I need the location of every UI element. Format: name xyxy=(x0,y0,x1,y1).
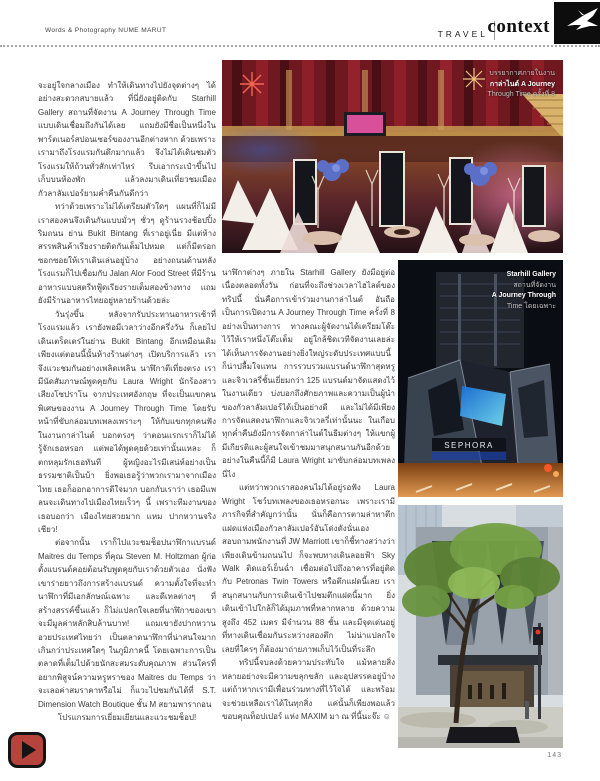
section-label: TRAVEL xyxy=(437,29,488,39)
starhill-photo-caption xyxy=(492,270,556,312)
caption-line: บรรยากาศภายในงาน xyxy=(489,70,555,77)
caption-line: Time โดยเฉพาะ xyxy=(506,302,556,310)
caption-line: สถานที่จัดงาน xyxy=(513,281,556,289)
starhill-day-photo xyxy=(398,505,563,748)
caption-line: กาล่าไนต์ A Journey xyxy=(489,80,555,88)
caption-line: A Journey Through xyxy=(491,292,556,299)
page-number: 143 xyxy=(547,752,562,759)
caption-line: Starhill Gallery xyxy=(506,271,556,278)
closing-line: โปรแกรมการเยี่ยมเยียนและแวะชมช็อป! xyxy=(57,713,197,723)
caption-line: Through Time ครั้งที่ 8 xyxy=(487,91,555,98)
gala-photo-caption xyxy=(488,69,555,101)
magazine-brand: context xyxy=(487,16,550,37)
starhill-night-photo xyxy=(398,260,563,497)
article-left-column xyxy=(38,79,216,725)
brand-logo-box xyxy=(554,2,600,44)
article-middle-column xyxy=(222,266,395,723)
paragraph: นาฬิกาต่างๆ ภายใน Starhill Gallery ยังมีอยู่ต่อเนื่องตลอดทั้งวัน ก่อนที่จะถึงช่วงเวลาไฮไลต์ของทริปนี้ นั่นคือการเข้าร่วมงานกาล่าไนต์ อันถือเป็นการเปิดงาน A Journey Through Time ครั้งที่ 8 อย่างเป็นทางการ ทางคณะผู้จัดงานได้เตรียมโต๊ะไว้ให้เราหนึ่งโต๊ะเต็ม อยู่ใกล้ชิดเวทีจัดงานเลยล่ะ ได้เห็นการจัดงานอย่างยิ่งใหญ่ระดับประเทศแบบนี้ ก็น่าปลื้มใจแทน การรวบรวมแบรนด์นาฬิกาสุดหรูและจิวเวลรี่ชั้นเยี่ยมกว่า 125 แบรนด์มาจัดแสดงไว้ในงานเดียว บ่งบอกถึงศักยภาพและความเป็นผู้นำของกัวลาลัมเปอร์ได้เป็นอย่างดี และไม่ได้มีเพียงการจัดแสดงนาฬิกาและจิวเวลรี่เท่านั้นนะ ในเกือบทุกค่ำคืนยังมีการจัดกาล่าไนต์ในธีมต่างๆ ให้แขกผู้มีเกียรติและผู้สนใจเข้าชมมาสนุกสนานกันอีกด้วย อย่างในคืนนี้ก็มี Laura Wright มาขับกล่อมบทเพลงนี่ไง xyxy=(222,268,395,479)
play-arrow-icon xyxy=(8,732,46,768)
paragraph: ทริปนี้จบลงด้วยความประทับใจ แม้หลายสิ่งหลายอย่างจะมีความขลุกขลัก และอุปสรรคอยู่บ้าง แต่ถ้าหากเรามีเพื่อนร่วมทางที่ไว้ใจได้ และพร้อมจะช่วยเหลือเราได้ในทุกสิ่ง แค่นั้นก็เพียงพอแล้ว ขอบคุณท็อปเปอร์ แห่ง MAXIM มา ณ ที่นี้นะจ๊ะ ☺ xyxy=(222,658,395,721)
paragraph: วันรุ่งขึ้น หลังจากรับประทานอาหารเช้าที่โรงแรมแล้ว เรายังพอมีเวลาว่างอีกครึ่งวัน ก็เลยไปเดินเตร็ดเตร่ในย่าน Bukit Bintang อีกเหมือนเดิม เพียงแต่ตอนนี้นั้นห้างร้านต่างๆ เปิดบริการแล้ว เราจึงแวะชมกันอย่างเพลิดเพลิน นาฬิกาตีเที่ยงตรง เรามีนัดสัมภาษณ์พูดคุยกับ Laura Wright นักร้องสาวเสียงโซปราโน จากประเทศอังกฤษ ที่จะเป็นแขกคนพิเศษของงาน A Journey Through Time โดยรับหน้าที่ขับกล่อมบทเพลงเพราะๆ ให้กับแขกทุกคนฟังในงานกาล่าไนต์ บอกตรงๆ ว่าตอนแรกเราก็ไม่ได้รู้จักเธอหรอก แต่พอได้พูดคุยด้วยเท่านั้นแหละ ก็ตกหลุมรักเธอทันที ผู้หญิงอะไรมีเสน่ห์อย่างเป็นธรรมชาติเป็นบ้า ยิ่งพอเธอรู้ว่าพวกเรามาจากเมืองไทย เธอก็ออกอาการดีใจมาก บอกกับเราว่า เธอมีแพลนจะเดินทางไปเมืองไทยเร็วๆ นี้ เพราะทีมงานของเธอบอกว่า เมืองไทยสวยมาก แหม ปากหวานจริงเชียว! xyxy=(38,309,216,534)
paragraph: ทว่าด้วยเพราะไม่ได้เตรียมตัวใดๆ แผนที่ก็ไม่มี เราสองคนจึงเดินกันแบบมั่วๆ ซั่วๆ ดูร้านรวงช้อปปิ้งริมถนน ย่าน Bukit Bintang ที่เราอยู่เนี่ย มีแต่ห้างสรรพสินค้าเรียงรายติดกันเต็มไปหมด แต่ก็มีตรอกซอกซอยให้เราเดินเล่นอยู่บ้าง อย่างถนนด้านหลังโรงแรมก็ไปเชื่อมกับ Jalan Alor Food Street ที่มีร้านอาหารแบบสตรีทฟู้ดเรียงรายเต็มสองข้างทาง แถมยังมีร้านอาหารไทยอยู่หลายร้านด้วยล่ะ xyxy=(38,202,216,306)
byline-credit: Words & Photography NUME MARUT xyxy=(45,27,167,34)
sephora-sign: SEPHORA xyxy=(444,441,494,450)
paragraph: แต่ทว่าพวกเราสองคนไม่ได้อยู่รอฟัง Laura Wright โชว์บทเพลงของเธอหรอกนะ เพราะเรามีภารกิจที่สำคัญกว่านั้น นั่นก็คือการตามล่าหาตึกแฝดแห่งเมืองกัวลาลัมเปอร์อันโด่งดังนั่นเอง สอบถามพนักงานที่ JW Marriott เขาก็ชี้ทางสว่างว่าเพียงเดินข้ามถนนไป ก็จะพบทางเดินลอยฟ้า Sky Walk ติดแอร์เย็นฉ่ำ เชื่อมต่อไปถึงอาคารที่อยู่ติดกับ Petronas Twin Towers หรือตึกแฝดนี้เลย เราสนุกสนานกับการเดินเข้าไปชมตึกแฝดนี้มาก ยิ่งเดินเข้าไปใกล้ก็ได้มุมภาพที่หลากหลาย ด้วยความสูงถึง 452 เมตร มีจำนวน 88 ชั้น และมีจุดเด่นอยู่ที่ทางเดินเชื่อมกันระหว่างสองตึก ไม่น่าแปลกใจเลยที่ใครๆ ก็ต้องมาถ่ายภาพเก็บไว้เป็นที่ระลึก xyxy=(222,483,395,654)
gala-dinner-photo xyxy=(222,60,563,253)
paragraph: ต่อจากนั้น เราก็ไปแวะชมช็อปนาฬิกาแบรนด์ Maitres du Temps ที่คุณ Steven M. Holtzman ผู้ก่อตั้งแบรนด์คอยต้อนรับพูดคุยกับเราด้วยตัวเอง นั่งฟังเขาร่ายยาวถึงการสร้างแบรนด์ ความตั้งใจที่จะทำนาฬิกาที่มีเอกลักษณ์เฉพาะ และดีเทลต่างๆ ที่สร้างสรรค์ขึ้นแล้ว ก็ไม่แปลกใจเลยที่นาฬิกาของเขาจะมีมูลค่าหลักสิบล้านบาท! แถมเขายังปากหวานอวยประเทศไทยว่า เป็นตลาดนาฬิกาที่น่าสนใจมากเกินกว่าประเทศใดๆ ในภูมิภาคนี้ โดยเฉพาะการเป็นตลาดที่เต็มไปด้วยนักสะสมระดับคุณภาพ ส่วนใครที่อยากพิสูจน์ความหรูหราของ Maitres du Temps ว่าจะเลอค่าสมราคาหรือไม่ ก็แวะไปชมกันได้ที่ S.T. Dimension Watch Boutique ชั้น M สยามพารากอน xyxy=(38,538,216,709)
paragraph: จะอยู่ใจกลางเมือง ทำให้เดินทางไปยังจุดต่างๆ ได้อย่างสะดวกสบายแล้ว ที่นี่ยังอยู่ติดกับ Starhill Gallery สถานที่จัดงาน A Journey Through Time แบบเดินเชื่อมถึงกันได้เลย แถมยังมีชื่อเป็นหนึ่งในพาร์ตเนอร์สปอนเซอร์ของงานอีกต่างหาก ด้วยเพราะเรามาถึงโรงแรมกันดึกมากแล้ว จึงไม่ได้เดินชมตัวโรงแรมให้ถ้วนทั่วสักเท่าไหร่ รีบเอากระเป๋าขึ้นไปเก็บบนห้องพัก แล้วลงมาเดินเที่ยวชมเมืองกัวลาลัมเปอร์ยามค่ำคืนกันดีกว่า xyxy=(38,81,216,198)
header-dotted-rule xyxy=(0,45,600,47)
